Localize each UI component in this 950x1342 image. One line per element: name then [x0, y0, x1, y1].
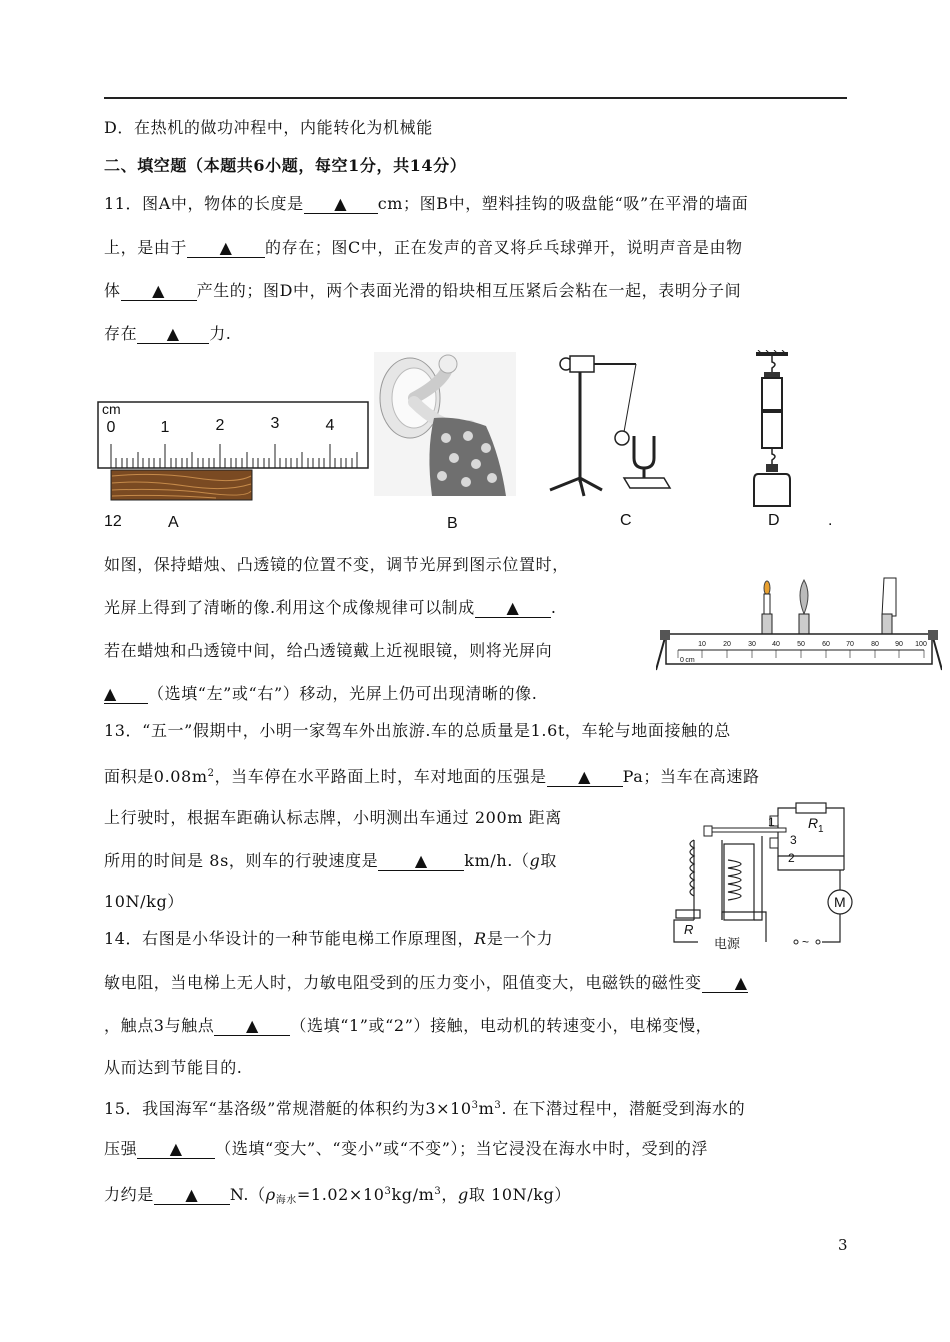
answer-blank[interactable]: ▲ [702, 974, 748, 993]
figure-label-d: D [768, 512, 780, 529]
q15-line3: 力约是 ▲ $N.(\rho_{海水}=1.02\times 10^3kg/m^3$，g取 10N/kg） [104, 1185, 571, 1206]
ruler-tick-label: 1 [160, 419, 170, 436]
figure-c-tuning-fork [540, 350, 676, 502]
figure-b-suction-hook [374, 352, 516, 496]
option-d: D．在热机的做功冲程中，内能转化为机械能 [104, 118, 433, 137]
q13-line5: 10N/kg） [104, 892, 184, 911]
q14-line2: 敏电阻，当电梯上无人时，力敏电阻受到的压力变小，阻值变大，电磁铁的磁性变 ▲ [104, 973, 748, 992]
ruler-tick-label: 4 [325, 417, 335, 434]
answer-blank[interactable]: ▲ [104, 685, 148, 704]
bench-tick-label: 10 [698, 641, 706, 648]
bench-tick-label: 30 [748, 641, 756, 648]
q12-line1: 如图，保持蜡烛、凸透镜的位置不变，调节光屏到图示位置时， [104, 555, 569, 574]
contact-3-label: 3 [790, 833, 797, 847]
contact-1-label: 1 [768, 815, 775, 829]
figure-label-c: C [620, 512, 632, 529]
bench-tick-label: 50 [797, 641, 805, 648]
bench-tick-label: 60 [822, 641, 830, 648]
section-title: 二、填空题（本题共6小题，每空1分，共14分） [104, 156, 467, 175]
ruler-unit: cm [102, 401, 121, 417]
answer-blank[interactable]: ▲ [137, 325, 209, 344]
figure-elevator-circuit [654, 800, 854, 952]
answer-blank[interactable]: ▲ [475, 599, 551, 618]
q12-line4: ▲ （选填“左”或“右”）移动，光屏上仍可出现清晰的像. [104, 684, 538, 703]
figure-label-dot: . [828, 512, 833, 529]
answer-blank[interactable]: ▲ [187, 239, 265, 258]
figure-a-ruler [96, 398, 372, 502]
q15-line1: 15．我国海军“基洛级”常规潜艇的体积约为$3\times 10^3m^3$. 在下潜过程中，潜艇受到海水的 [104, 1099, 746, 1118]
q12-line2: 光屏上得到了清晰的像.利用这个成像规律可以制成 ▲ . [104, 598, 557, 617]
label-r1: R [808, 815, 819, 831]
answer-blank[interactable]: ▲ [137, 1140, 215, 1159]
q12-line3: 若在蜡烛和凸透镜中间，给凸透镜戴上近视眼镜，则将光屏向 [104, 641, 553, 660]
question-12-number: 12 [104, 513, 122, 530]
power-source-label: 电源 [714, 936, 741, 951]
answer-blank[interactable]: ▲ [378, 852, 464, 871]
q13-line1: 13．“五一”假期中，小明一家驾车外出旅游.车的总质量是1.6t，车轮与地面接触的总 [104, 721, 731, 740]
ac-label: ~ [802, 935, 810, 949]
q13-line3: 上行驶时，根据车距确认标志牌，小明测出车通过 200m 距离 [104, 808, 562, 827]
q13-line4: 所用的时间是 8s，则车的行驶速度是 ▲ km/h.（g取 [104, 851, 557, 870]
answer-blank[interactable]: ▲ [121, 282, 197, 301]
q11-line2: 上，是由于 ▲ 的存在；图C中，正在发声的音叉将乒乓球弹开，说明声音是由物 [104, 238, 743, 257]
answer-blank[interactable]: ▲ [304, 195, 378, 214]
label-r1-sub: 1 [818, 824, 824, 835]
figure-label-b: B [447, 515, 458, 532]
q11-line4: 存在 ▲ 力. [104, 324, 232, 343]
figure-optical-bench [656, 576, 942, 672]
q15-line2: 压强 ▲ （选填“变大”、“变小”或“不变”）；当它浸没在海水中时，受到的浮 [104, 1139, 709, 1158]
bench-tick-label: 100 [915, 641, 927, 648]
q11-line3: 体 ▲ 产生的；图D中，两个表面光滑的铅块相互压紧后会粘在一起，表明分子间 [104, 281, 742, 300]
q14-line1: 14．右图是小华设计的一种节能电梯工作原理图，R是一个力 [104, 929, 554, 948]
resistor-label: R [684, 922, 694, 937]
bench-tick-label: 0 [680, 657, 684, 664]
bench-tick-label: 80 [871, 641, 879, 648]
ruler-tick-label: 3 [270, 415, 280, 432]
ruler-tick-label: 0 [106, 419, 116, 436]
bench-unit: cm [685, 657, 695, 664]
bench-tick-label: 70 [846, 641, 854, 648]
q11-line1: 11．图A中，物体的长度是 ▲ cm；图B中，塑料挂钩的吸盘能“吸”在平滑的墙面 [104, 194, 749, 213]
figure-d-lead-blocks [740, 350, 804, 510]
q14-line4: 从而达到节能目的. [104, 1058, 243, 1077]
header-rule [104, 97, 847, 99]
bench-tick-label: 40 [772, 641, 780, 648]
bench-tick-label: 20 [723, 641, 731, 648]
answer-blank[interactable]: ▲ [547, 768, 623, 787]
figure-label-a: A [168, 514, 179, 531]
contact-2-label: 2 [788, 851, 795, 865]
answer-blank[interactable]: ▲ [154, 1186, 230, 1205]
page-number: 3 [838, 1236, 848, 1254]
motor-label: M [834, 894, 846, 910]
q14-line3: ，触点3与触点 ▲ （选填“1”或“2”）接触，电动机的转速变小，电梯变慢， [104, 1016, 713, 1035]
q13-line2: 面积是$0.08m^2$，当车停在水平路面上时，车对地面的压强是 ▲ Pa；当车在高速路 [104, 767, 760, 786]
bench-tick-label: 90 [895, 641, 903, 648]
answer-blank[interactable]: ▲ [214, 1017, 290, 1036]
ruler-tick-label: 2 [215, 417, 225, 434]
